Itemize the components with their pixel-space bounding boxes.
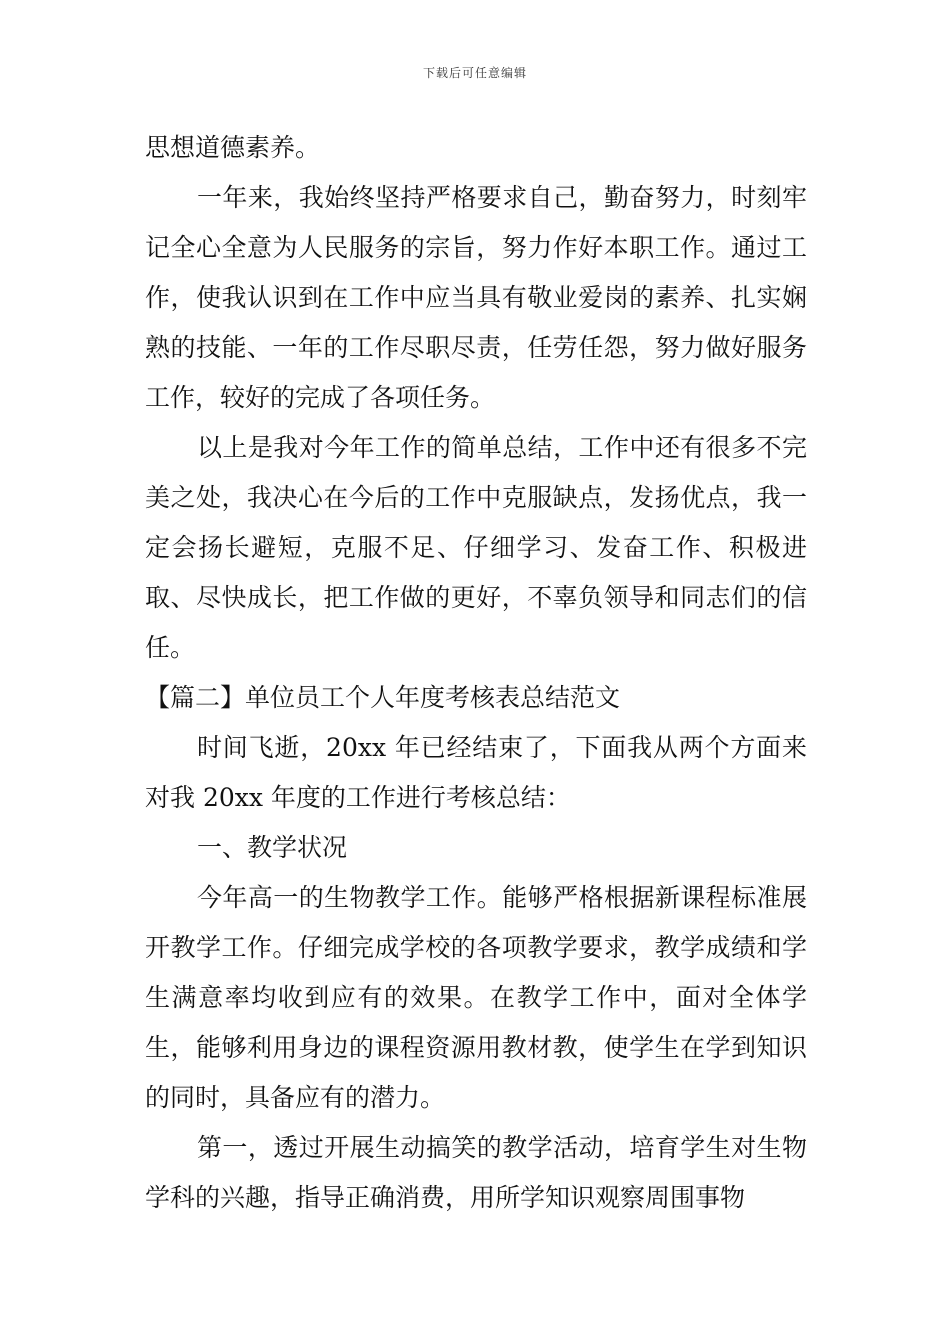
paragraph-teaching: 今年高一的生物教学工作。能够严格根据新课程标准展开教学工作。仔细完成学校的各项教学要求，教学成绩和学生满意率均收到应有的效果。在教学工作中，面对全体学生，能够利用身边的课程资源用教材教，使学生在学到知识的同时，具备应有的潜力。 [145, 883, 807, 1112]
paragraph-summary: 以上是我对今年工作的简单总结，工作中还有很多不完美之处，我决心在今后的工作中克服缺点，发扬优点，我一定会扬长避短，克服不足、仔细学习、发奋工作、积极进取、尽快成长，把工作做的更好，不辜负领导和同志们的信任。 [145, 433, 807, 662]
section-heading: 【篇二】单位员工个人年度考核表总结范文 [145, 683, 621, 712]
paragraph-year-review: 一年来，我始终坚持严格要求自己，勤奋努力，时刻牢记全心全意为人民服务的宗旨，努力作好本职工作。通过工作，使我认识到在工作中应当具有敬业爱岗的素养、扎实娴熟的技能、一年的工作尽职尽责，任劳任怨，努力做好服务工作，较好的完成了各项任务。 [145, 183, 807, 412]
paragraph-first-point: 第一，透过开展生动搞笑的教学活动，培育学生对生物学科的兴趣，指导正确消费，用所学知识观察周围事物 [145, 1133, 807, 1212]
document-body [145, 123, 807, 1223]
paragraph-conclusion-fragment: 思想道德素养。 [145, 133, 321, 162]
subheading-teaching: 一、教学状况 [197, 833, 348, 862]
page-header: 下载后可任意编辑 [422, 66, 527, 80]
paragraph-intro: 时间飞逝，20xx 年已经结束了，下面我从两个方面来对我 20xx 年度的工作进行考核总结： [145, 733, 807, 812]
